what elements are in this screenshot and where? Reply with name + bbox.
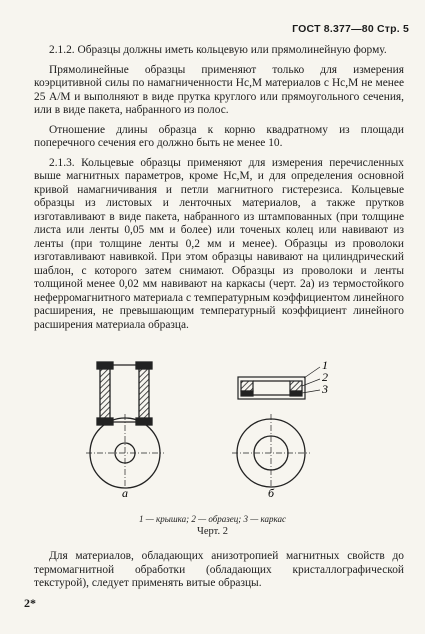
paragraph-2-1-3: 2.1.3. Кольцевые образцы применяют для измерения перечисленных выше магнитных параметров, кроме Hc,M, и для определения основной кривой намагничивания и петли магнитного гистерезиса. Кольцевые образцы из листовых и ленточных материалов, а также прутков изготавливают в виде пакета, набранного из штампованных (при толщине листа или ленты 0,05 мм и более) или точеных колец или навивают из ленты (при толщине ленты 0,2 мм и менее). Образцы из проволоки изготавливают навивкой. При этом образцы навивают на цилиндрический шаблон, с которого затем снимают. Образцы из проволоки и ленты толщиной менее 0,02 мм навивают на каркасы (черт. 2а) из термостойкого неферромагнитного материала с температурным коэффициентом линейного расширения, не превышающим температурный коэффициент линейного расширения материала образца. [34,156,404,331]
page-header: ГОСТ 8.377—80 Стр. 5 [292,23,409,35]
label-a: а [122,486,128,500]
ring-section-b [238,377,305,399]
figure-caption: Черт. 2 [197,526,228,537]
label-b: б [268,486,275,500]
paragraph-2-1-2: 2.1.2. Образцы должны иметь кольцевую или прямолинейную форму. [49,44,387,56]
body-text [34,44,404,338]
ring-plan-b [232,414,310,487]
bobbin-section-a [97,362,152,425]
label-2: 2 [322,370,328,384]
page-mark: 2* [24,596,36,610]
figure-legend: 1 — крышка; 2 — образец; 3 — каркас [139,514,286,524]
bottom-text [34,550,404,591]
label-1: 1 [322,358,328,372]
label-3: 3 [322,382,328,396]
paragraph-length-ratio: Отношение длины образца к корню квадратному из площади поперечного сечения его должно быть не менее 10. [34,123,404,149]
paragraph-anisotropy: Для материалов, обладающих анизотропией магнитных свойств до термомагнитной обработки (обладающих кристаллографической текстурой), следует применять витые образцы. [34,550,404,589]
paragraph-straight-samples: Прямолинейные образцы применяют только для измерения коэрцитивной силы по намагниченности Hc,M материалов с Hc,M не менее 25 А/М и выполняют в виде прутка круглого или прямоугольного сечения, или в виде пакета, набранного из полос. [34,63,404,116]
